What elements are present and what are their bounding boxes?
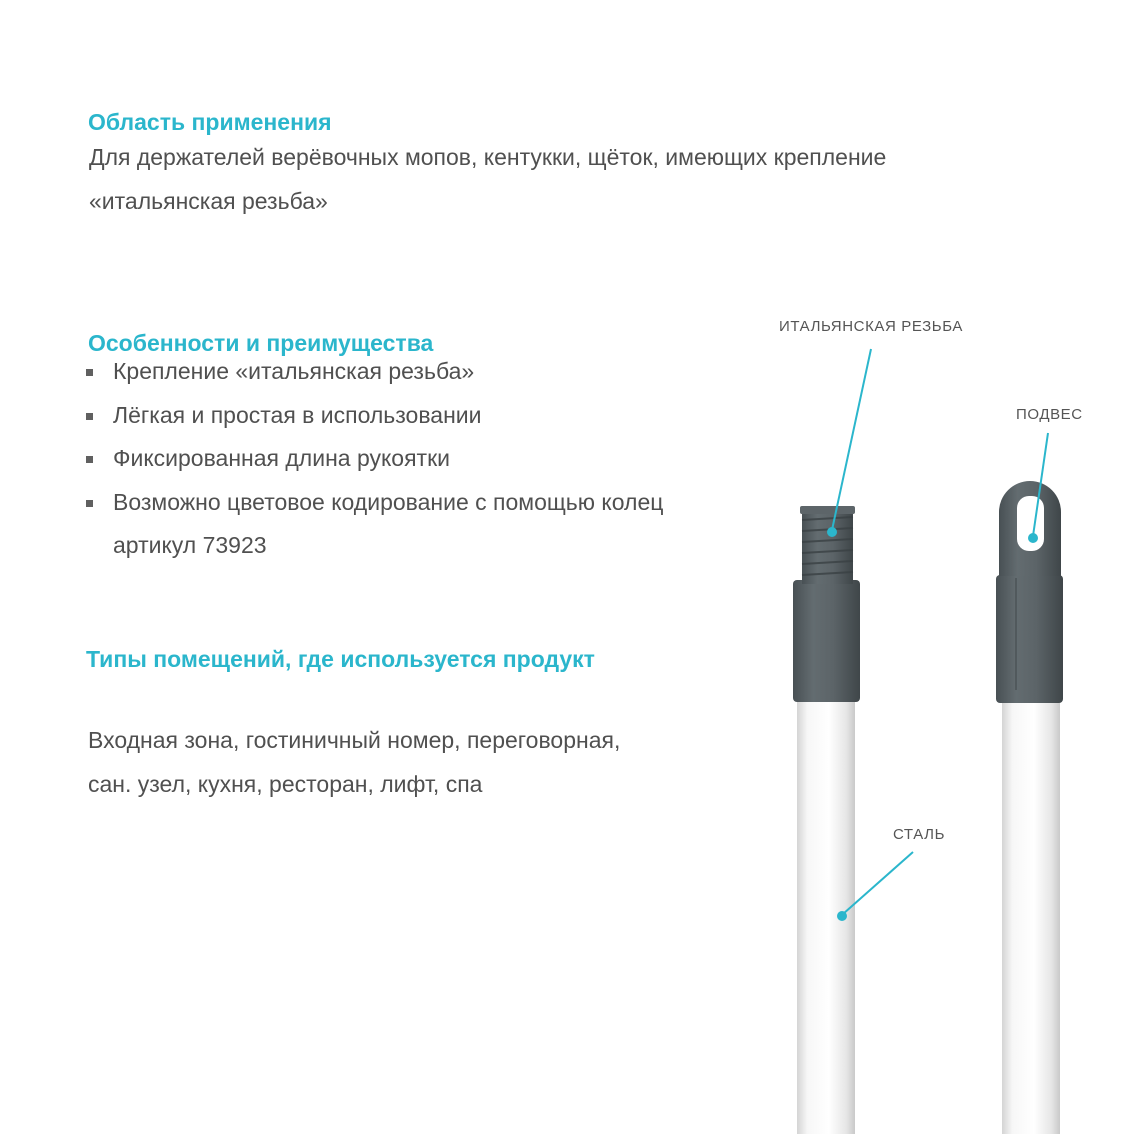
- steel-callout-label: СТАЛЬ: [893, 826, 946, 843]
- thread-callout-dot: [827, 527, 837, 537]
- hanger-callout-dot: [1028, 533, 1038, 543]
- feature-text: Крепление «итальянская резьба»: [113, 358, 475, 384]
- application-heading: Область применения: [88, 109, 332, 135]
- steel-callout-dot: [837, 911, 847, 921]
- right-cap: [996, 575, 1063, 703]
- hanger-callout-label: ПОДВЕС: [1016, 406, 1083, 423]
- thread-callout-label: ИТАЛЬЯНСКАЯ РЕЗЬБА: [779, 318, 963, 335]
- right-handle: [996, 481, 1063, 1134]
- application-text: Для держателей верёвочных мопов, кентукки, щёток, имеющих крепление «итальянская резьба»: [89, 144, 887, 214]
- hanger-hole: [1017, 496, 1044, 551]
- rooms-heading: Типы помещений, где используется продукт: [86, 646, 595, 672]
- right-tube: [1002, 700, 1060, 1134]
- rooms-text: Входная зона, гостиничный номер, переговорная, сан. узел, кухня, ресторан, лифт, спа: [88, 727, 621, 797]
- feature-text: Фиксированная длина рукоятки: [113, 445, 450, 471]
- left-handle: [793, 506, 860, 1134]
- features-heading: Особенности и преимущества: [88, 330, 434, 356]
- feature-text: Лёгкая и простая в использовании: [113, 401, 482, 428]
- left-collar: [793, 580, 860, 702]
- feature-text: Возможно цветовое кодирование с помощью колец артикул 73923: [113, 488, 664, 558]
